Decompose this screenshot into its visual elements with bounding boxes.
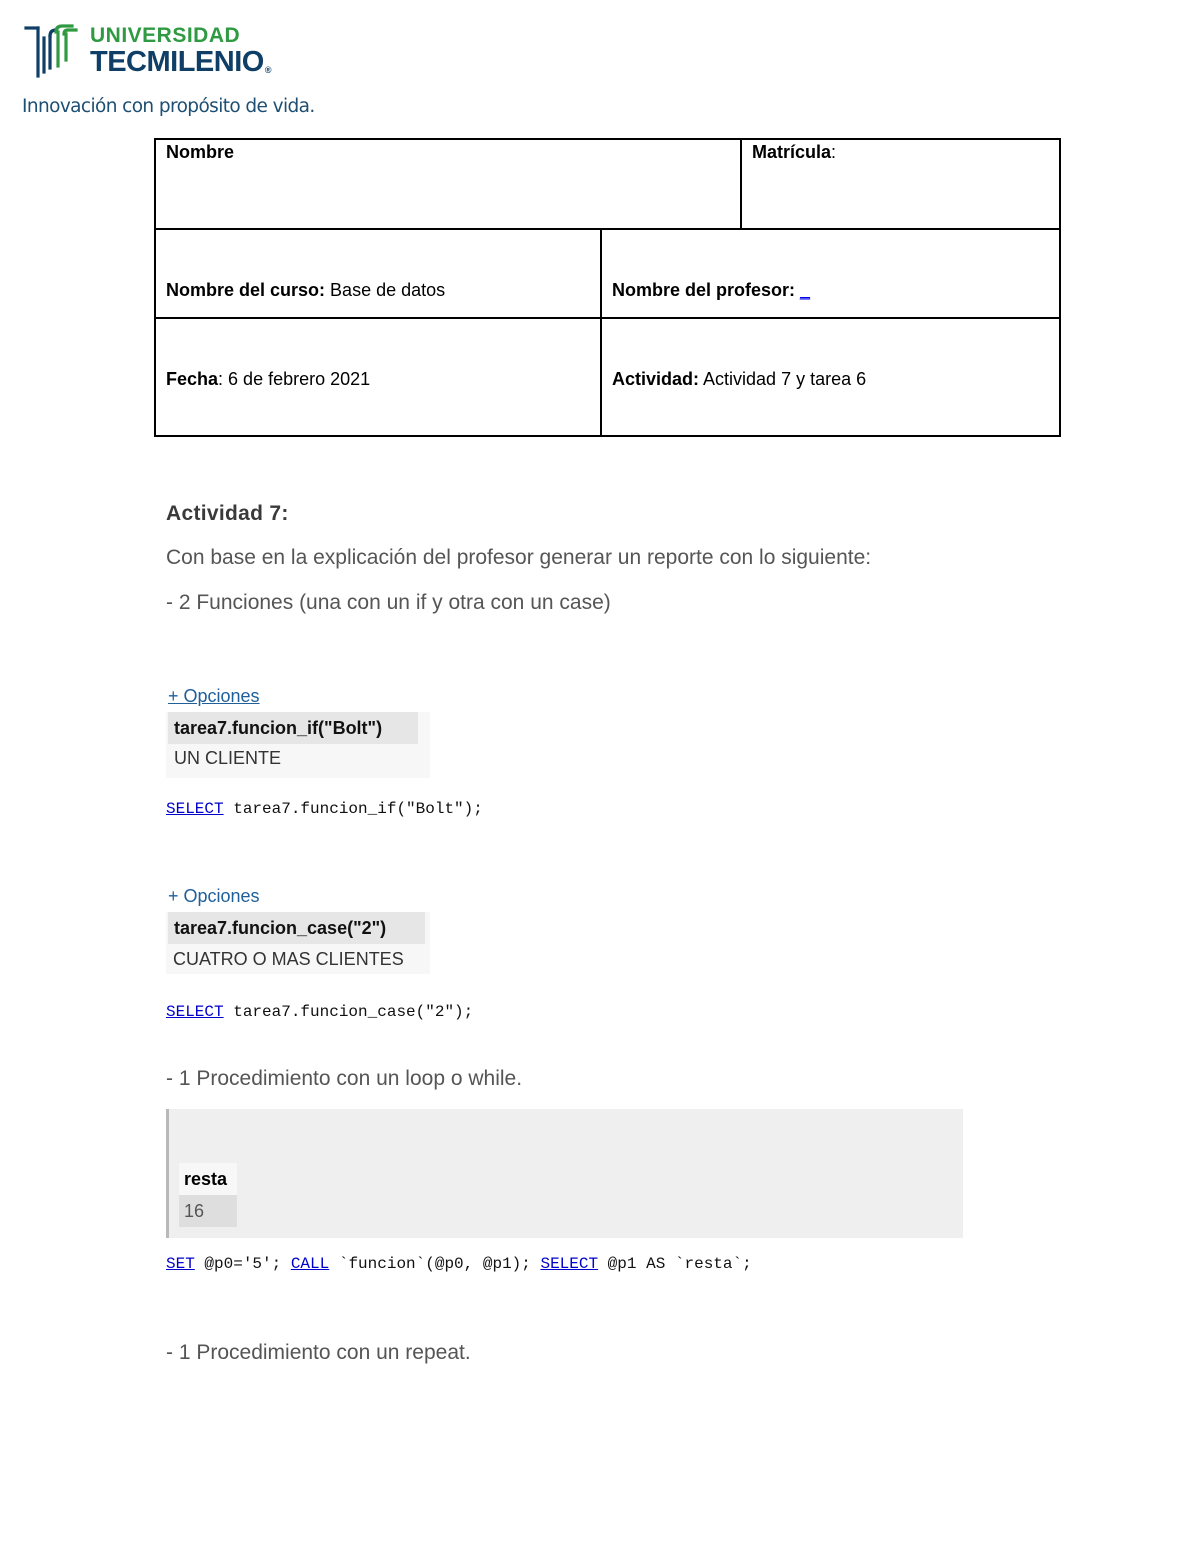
sql-keyword-select[interactable]: SELECT bbox=[166, 1003, 224, 1021]
sql-keyword-call[interactable]: CALL bbox=[290, 1255, 330, 1273]
tecmilenio-logo-icon bbox=[22, 22, 82, 80]
fecha-value: 6 de febrero 2021 bbox=[228, 369, 371, 389]
query-result-case bbox=[166, 912, 430, 974]
table-divider bbox=[156, 317, 1059, 319]
item-functions: - 2 Funciones (una con un if y otra con un case) bbox=[166, 591, 611, 614]
sql-text: @p1 AS `resta`; bbox=[598, 1255, 752, 1273]
table-divider bbox=[156, 228, 1059, 230]
result-value: UN CLIENTE bbox=[174, 748, 282, 768]
intro-paragraph: Con base en la explicación del profesor generar un reporte con lo siguiente: bbox=[166, 546, 872, 569]
matricula-cell: Matrícula: bbox=[752, 142, 837, 162]
result-column-header: resta bbox=[179, 1163, 237, 1195]
options-link[interactable]: + Opciones bbox=[168, 686, 260, 706]
student-info-table bbox=[154, 138, 1061, 437]
curso-label: Nombre del curso: bbox=[166, 280, 326, 300]
query-result-if bbox=[166, 712, 430, 778]
actividad-value: Actividad 7 y tarea 6 bbox=[703, 369, 867, 389]
registered-mark: ® bbox=[264, 65, 271, 75]
result-column-header: tarea7.funcion_case("2") bbox=[168, 912, 425, 944]
sql-query-case bbox=[166, 1003, 473, 1021]
sql-keyword-set[interactable]: SET bbox=[166, 1255, 195, 1273]
nombre-label: Nombre bbox=[166, 142, 235, 162]
sql-text: tarea7.funcion_case("2"); bbox=[223, 1003, 474, 1021]
university-logo bbox=[22, 18, 322, 128]
fecha-cell: Fecha: 6 de febrero 2021 bbox=[166, 369, 371, 389]
result-column-header: tarea7.funcion_if("Bolt") bbox=[168, 712, 418, 744]
sql-query-if bbox=[166, 800, 483, 818]
result-value: CUATRO O MAS CLIENTES bbox=[173, 949, 404, 969]
actividad-cell bbox=[602, 369, 1061, 390]
table-divider bbox=[600, 228, 602, 437]
item-procedure-loop: - 1 Procedimiento con un loop o while. bbox=[166, 1067, 523, 1090]
profesor-label: Nombre del profesor: bbox=[612, 280, 796, 300]
result-value: 16 bbox=[179, 1195, 237, 1227]
logo-brand-text: TECMILENIO® bbox=[90, 46, 271, 78]
logo-university-text: UNIVERSIDAD bbox=[90, 24, 241, 47]
sql-text: `funcion`(@p0, @p1); bbox=[329, 1255, 541, 1273]
profesor-value: _ bbox=[800, 280, 811, 300]
item-procedure-repeat: - 1 Procedimiento con un repeat. bbox=[166, 1341, 471, 1364]
procedure-result-panel bbox=[166, 1109, 963, 1238]
actividad-label: Actividad: bbox=[612, 369, 700, 389]
sql-text: tarea7.funcion_if("Bolt"); bbox=[223, 800, 483, 818]
options-link[interactable]: + Opciones bbox=[168, 886, 260, 906]
activity-heading: Actividad 7: bbox=[166, 502, 289, 525]
matricula-label: Matrícula bbox=[752, 142, 832, 162]
sql-text: @p0='5'; bbox=[194, 1255, 291, 1273]
sql-keyword-select[interactable]: SELECT bbox=[540, 1255, 599, 1273]
profesor-cell bbox=[602, 280, 1061, 301]
sql-keyword-select[interactable]: SELECT bbox=[166, 800, 224, 818]
curso-cell bbox=[156, 280, 600, 301]
sql-procedure-call bbox=[166, 1255, 752, 1273]
nombre-cell bbox=[156, 142, 740, 228]
logo-slogan: Innovación con propósito de vida. bbox=[22, 96, 315, 117]
curso-value: Base de datos bbox=[330, 280, 446, 300]
fecha-label: Fecha bbox=[166, 369, 219, 389]
